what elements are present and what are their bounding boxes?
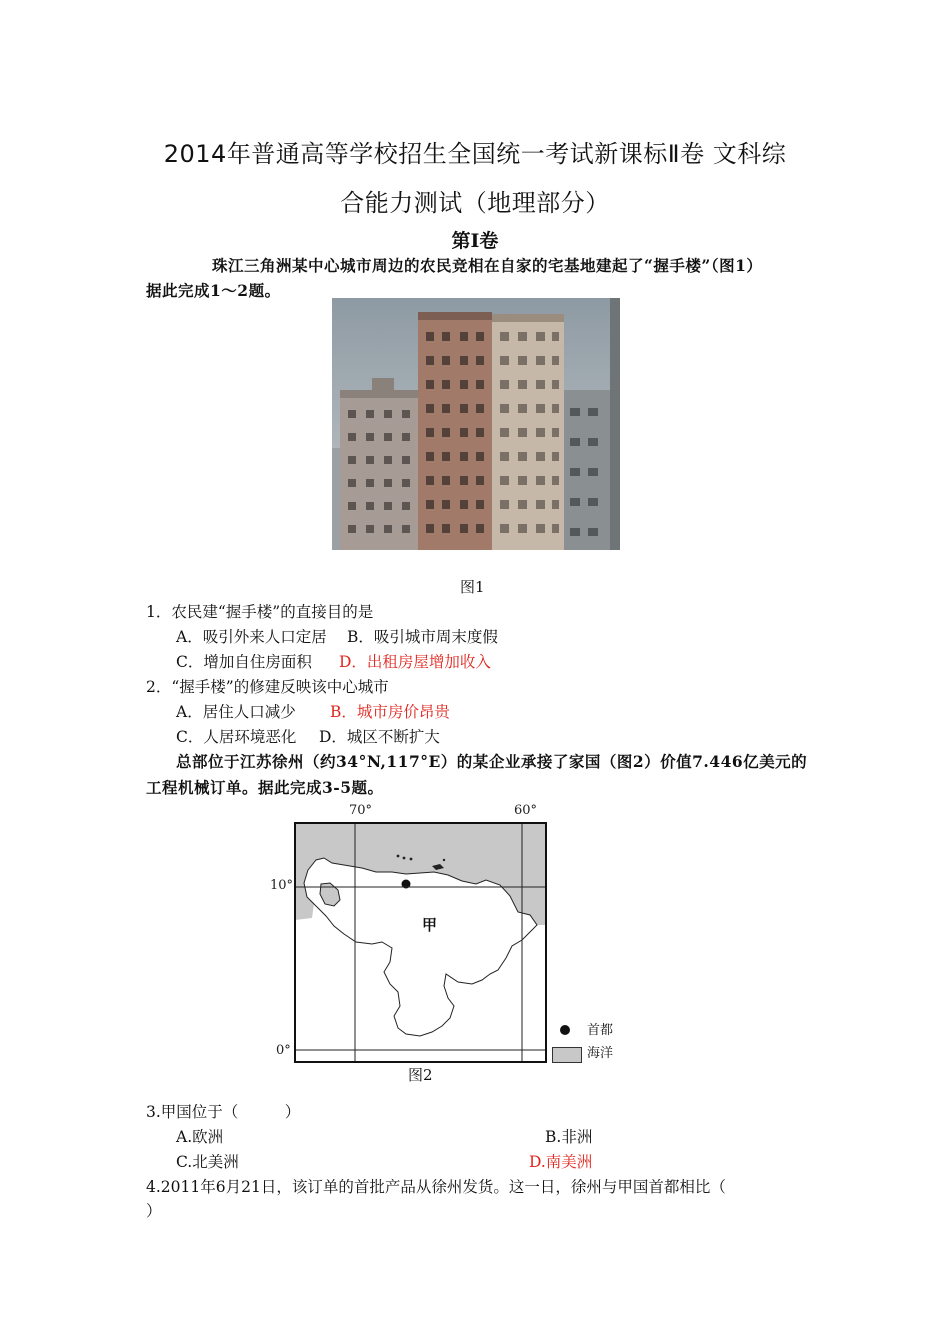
map-latitude-10: 10° [270,878,294,893]
q3-option-c: C.北美洲 [176,1153,239,1171]
page-title-line1: 2014年普通高等学校招生全国统一考试新课标Ⅱ卷 文科综 [163,140,787,168]
map-latitude-0: 0° [276,1043,291,1058]
figure1-caption: 图1 [460,578,485,596]
q1-option-a: A．吸引外来人口定居 [176,628,327,646]
q4-stem-line1: 4.2011年6月21日，该订单的首批产品从徐州发货。这一日，徐州与甲国首都相比（ [146,1178,726,1196]
q2-option-a: A．居住人口减少 [176,703,296,721]
volume-heading: 第Ⅰ卷 [451,230,499,252]
q1-option-b: B．吸引城市周末度假 [347,628,498,646]
q1-option-d-answer: D．出租房屋增加收入 [339,653,491,671]
figure2-map [294,822,548,1063]
map-longitude-70: 70° [349,803,373,818]
map-country-label: 甲 [422,916,438,934]
capital-legend-icon [560,1025,570,1035]
buildings-photo-image [332,298,620,550]
intro1-line1: 珠江三角洲某中心城市周边的农民竞相在自家的宅基地建起了“握手楼”（图1） [212,256,763,275]
intro1-line2: 据此完成1～2题。 [146,281,281,300]
q2-option-b-answer: B．城市房价昂贵 [330,703,450,721]
q4-stem-line2: ） [146,1202,162,1220]
q2-option-d: D．城区不断扩大 [319,728,440,746]
figure1-photo [332,298,620,550]
q3-option-a: A.欧洲 [176,1128,224,1146]
map-lake [320,883,340,906]
legend-capital-label: 首都 [587,1023,614,1038]
page-title-line2: 合能力测试（地理部分） [340,189,610,217]
q1-option-c: C．增加自住房面积 [176,653,312,671]
figure2-caption: 图2 [408,1066,433,1084]
intro2-line1: 总部位于江苏徐州（约34°N,117°E）的某企业承接了家国（图2）价值7.446亿美元的 [176,752,808,771]
intro2-line2: 工程机械订单。据此完成3-5题。 [146,778,384,797]
q3-stem: 3.甲国位于（ ） [146,1103,301,1121]
q3-option-b: B.非洲 [545,1128,593,1146]
q2-option-c: C．人居环境恶化 [176,728,297,746]
q1-stem: 1．农民建“握手楼”的直接目的是 [146,603,374,621]
q3-option-d-answer: D.南美洲 [529,1153,593,1171]
legend-ocean-label: 海洋 [587,1046,614,1061]
map-ocean [295,823,545,925]
q2-stem: 2．“握手楼”的修建反映该中心城市 [146,678,389,696]
map-longitude-60: 60° [514,803,538,818]
ocean-legend-swatch [552,1047,582,1063]
